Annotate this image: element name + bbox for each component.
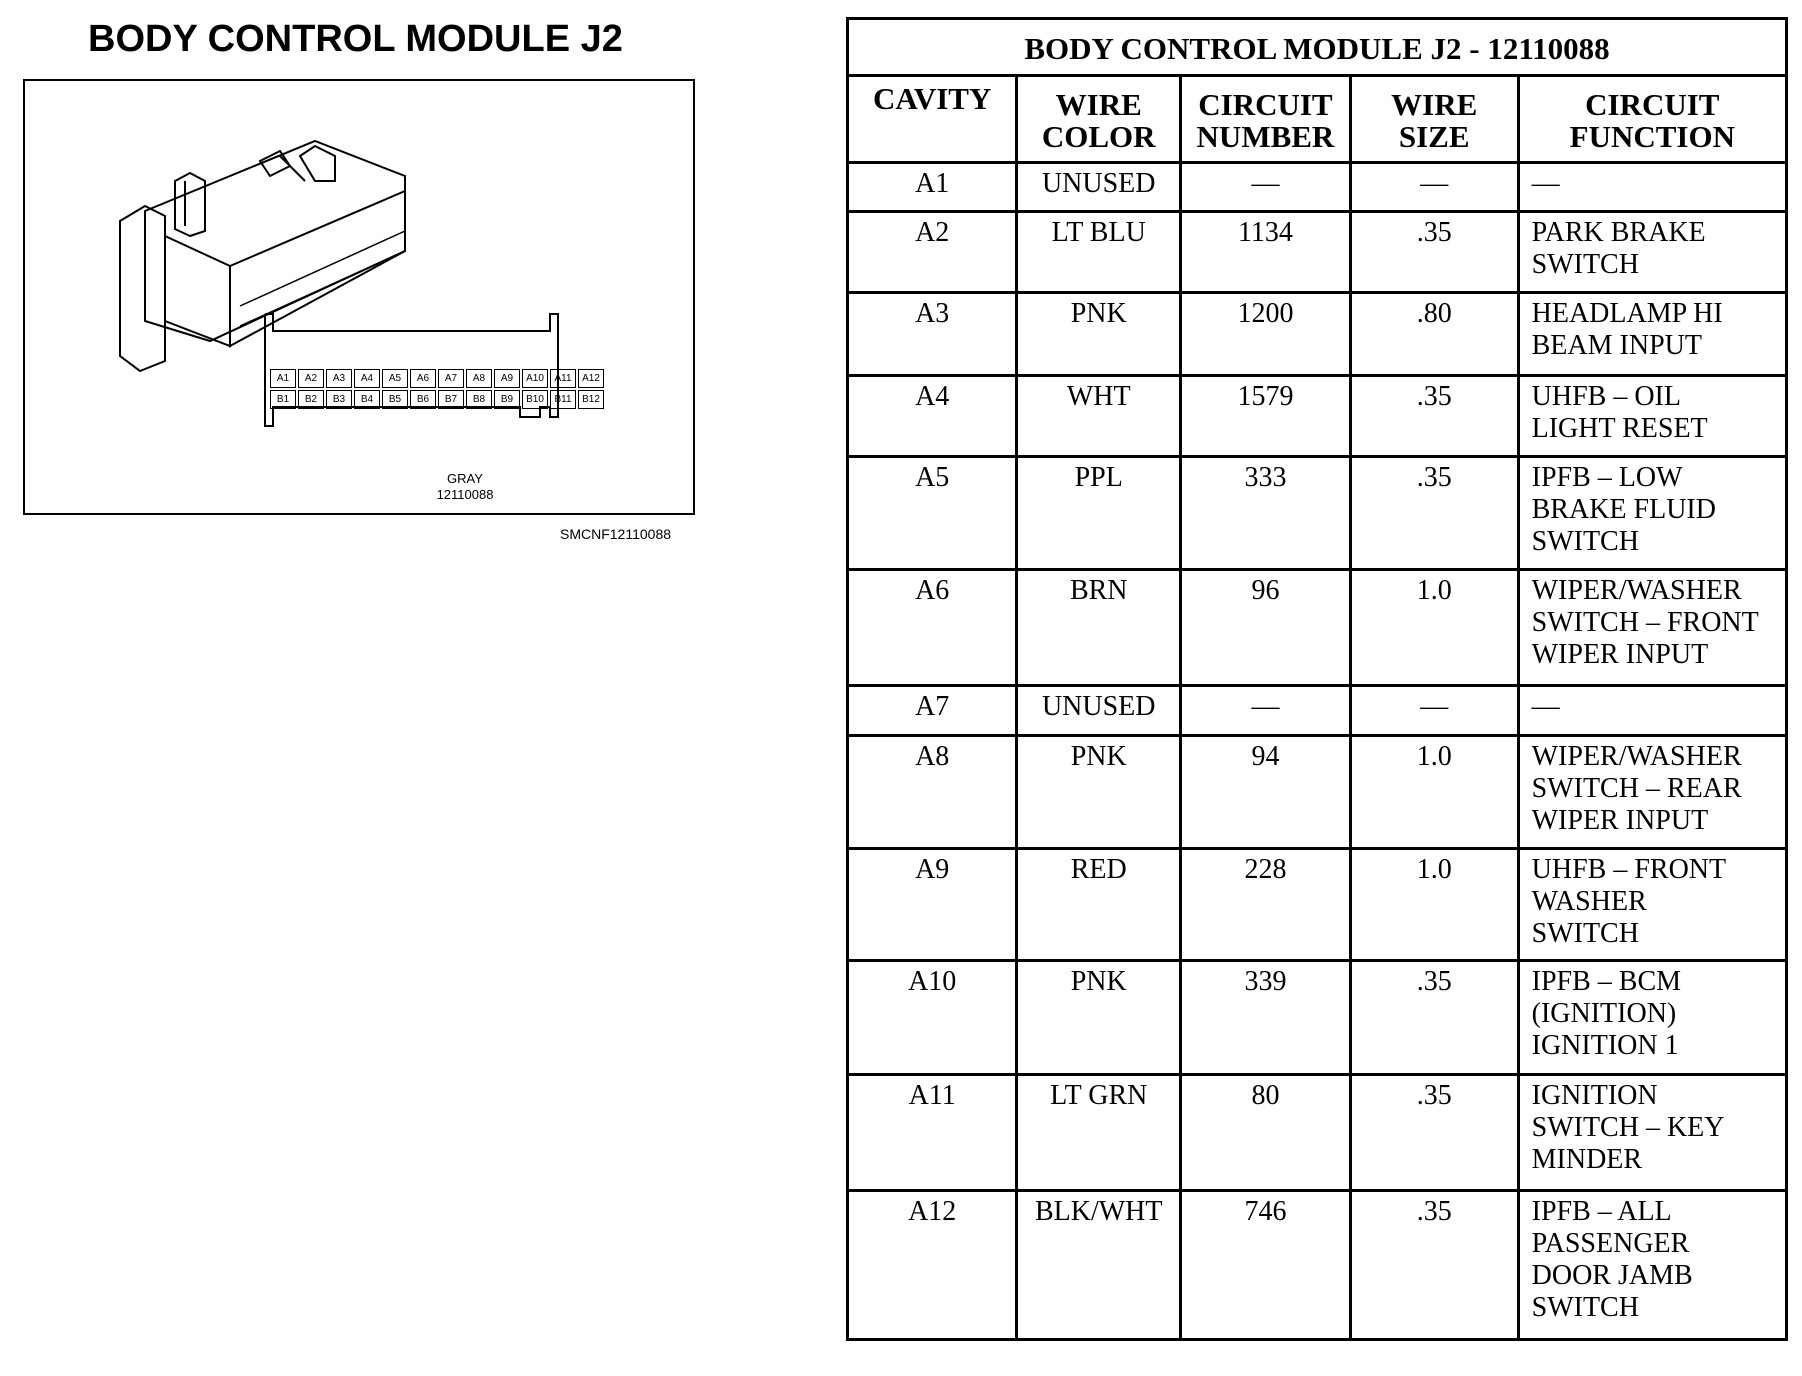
cell-wire-size: .35 — [1350, 961, 1518, 1075]
cell-wire-size: .35 — [1350, 1191, 1518, 1340]
pin-a2: A2 — [298, 369, 324, 388]
function-line: SWITCH — [1531, 918, 1639, 949]
function-line: SWITCH — [1531, 526, 1639, 557]
pin-a10: A10 — [522, 369, 548, 388]
function-line: LIGHT RESET — [1531, 413, 1708, 444]
cell-circuit-number: 339 — [1181, 961, 1351, 1075]
cell-wire-size: .35 — [1350, 1075, 1518, 1191]
table-header-row — [848, 76, 1787, 163]
cell-wire-size: .35 — [1350, 376, 1518, 457]
pin-b5: B5 — [382, 390, 408, 409]
cell-circuit-number: — — [1181, 163, 1351, 212]
cell-wire-color: UNUSED — [1017, 686, 1181, 736]
table-row — [848, 212, 1787, 293]
function-line: DOOR JAMB — [1531, 1260, 1693, 1291]
cell-wire-color: LT BLU — [1017, 212, 1181, 293]
function-line: IPFB – ALL — [1531, 1196, 1672, 1227]
function-line: — — [1531, 691, 1560, 722]
pin-a12: A12 — [578, 369, 604, 388]
connector-color: GRAY — [447, 471, 483, 486]
pin-a1: A1 — [270, 369, 296, 388]
header-line: CIRCUIT — [1585, 87, 1720, 122]
cell-circuit-function — [1518, 1075, 1786, 1191]
table-row — [848, 457, 1787, 570]
cell-circuit-function — [1518, 212, 1786, 293]
connector-label — [420, 471, 510, 503]
table-row — [848, 849, 1787, 961]
cell-wire-size: 1.0 — [1350, 849, 1518, 961]
pin-a5: A5 — [382, 369, 408, 388]
pin-b1: B1 — [270, 390, 296, 409]
table-row — [848, 736, 1787, 849]
cell-cavity: A3 — [848, 293, 1017, 376]
cell-circuit-number: 1134 — [1181, 212, 1351, 293]
cell-circuit-number: 746 — [1181, 1191, 1351, 1340]
function-line: PASSENGER — [1531, 1228, 1690, 1259]
cell-circuit-function — [1518, 457, 1786, 570]
header-line: SIZE — [1398, 119, 1470, 154]
cell-wire-color: BLK/WHT — [1017, 1191, 1181, 1340]
pin-grid — [270, 369, 604, 409]
function-line: — — [1531, 168, 1560, 199]
header-line: COLOR — [1041, 119, 1156, 154]
function-line: (IGNITION) — [1531, 998, 1677, 1029]
pin-b7: B7 — [438, 390, 464, 409]
header-wire-color — [1017, 76, 1181, 163]
function-line: SWITCH — [1531, 1292, 1639, 1323]
cell-wire-color: RED — [1017, 849, 1181, 961]
cell-wire-color: UNUSED — [1017, 163, 1181, 212]
pin-b12: B12 — [578, 390, 604, 409]
function-line: WASHER — [1531, 886, 1647, 917]
pin-a9: A9 — [494, 369, 520, 388]
cell-cavity: A10 — [848, 961, 1017, 1075]
cell-cavity: A2 — [848, 212, 1017, 293]
connector-part-number: 12110088 — [436, 487, 494, 502]
cell-circuit-function — [1518, 736, 1786, 849]
cell-wire-size: .35 — [1350, 212, 1518, 293]
table-row — [848, 570, 1787, 686]
pin-a11: A11 — [550, 369, 576, 388]
header-line: WIRE — [1391, 87, 1478, 122]
function-line: SWITCH – REAR — [1531, 773, 1742, 804]
cell-cavity: A7 — [848, 686, 1017, 736]
cell-wire-color: LT GRN — [1017, 1075, 1181, 1191]
header-line: NUMBER — [1196, 119, 1335, 154]
function-line: WIPER INPUT — [1531, 805, 1709, 836]
pin-b11: B11 — [550, 390, 576, 409]
function-line: SWITCH – FRONT — [1531, 607, 1759, 638]
pin-a8: A8 — [466, 369, 492, 388]
cell-wire-color: PNK — [1017, 961, 1181, 1075]
cell-circuit-number: 80 — [1181, 1075, 1351, 1191]
pinout-table — [846, 17, 1788, 1341]
cell-circuit-number: 1200 — [1181, 293, 1351, 376]
function-line: IPFB – LOW — [1531, 462, 1683, 493]
pin-a6: A6 — [410, 369, 436, 388]
function-line: WIPER INPUT — [1531, 639, 1709, 670]
cell-cavity: A5 — [848, 457, 1017, 570]
table-row — [848, 1075, 1787, 1191]
cell-cavity: A12 — [848, 1191, 1017, 1340]
cell-circuit-function — [1518, 163, 1786, 212]
connector-illustration — [25, 81, 693, 513]
function-line: IGNITION 1 — [1531, 1030, 1679, 1061]
pin-b4: B4 — [354, 390, 380, 409]
connector-diagram — [23, 79, 695, 515]
header-line: FUNCTION — [1569, 119, 1735, 154]
function-line: IPFB – BCM — [1531, 966, 1682, 997]
table-row — [848, 961, 1787, 1075]
pin-b8: B8 — [466, 390, 492, 409]
cell-wire-size: 1.0 — [1350, 736, 1518, 849]
cell-wire-size: 1.0 — [1350, 570, 1518, 686]
cell-circuit-function — [1518, 1191, 1786, 1340]
cell-circuit-number: 96 — [1181, 570, 1351, 686]
function-line: SWITCH – KEY — [1531, 1112, 1725, 1143]
function-line: BRAKE FLUID — [1531, 494, 1716, 525]
cell-cavity: A8 — [848, 736, 1017, 849]
cell-circuit-function — [1518, 686, 1786, 736]
function-line: UHFB – FRONT — [1531, 854, 1727, 885]
cell-circuit-number: 333 — [1181, 457, 1351, 570]
function-line: UHFB – OIL — [1531, 381, 1681, 412]
cell-circuit-number: 228 — [1181, 849, 1351, 961]
function-line: MINDER — [1531, 1144, 1643, 1175]
cell-wire-size: .35 — [1350, 457, 1518, 570]
cell-circuit-function — [1518, 570, 1786, 686]
header-circuit-function — [1518, 76, 1786, 163]
pin-b2: B2 — [298, 390, 324, 409]
cell-wire-color: PPL — [1017, 457, 1181, 570]
pin-a7: A7 — [438, 369, 464, 388]
function-line: WIPER/WASHER — [1531, 575, 1742, 606]
pin-b3: B3 — [326, 390, 352, 409]
pin-b9: B9 — [494, 390, 520, 409]
function-line: IGNITION — [1531, 1080, 1658, 1111]
function-line: HEADLAMP HI — [1531, 298, 1723, 329]
cell-circuit-number: — — [1181, 686, 1351, 736]
cell-wire-color: PNK — [1017, 293, 1181, 376]
function-line: SWITCH — [1531, 249, 1639, 280]
table-row — [848, 293, 1787, 376]
header-cavity: CAVITY — [848, 76, 1017, 163]
header-wire-size — [1350, 76, 1518, 163]
pin-a3: A3 — [326, 369, 352, 388]
header-circuit-number — [1181, 76, 1351, 163]
cell-wire-size: — — [1350, 686, 1518, 736]
cell-wire-color: WHT — [1017, 376, 1181, 457]
table-caption: BODY CONTROL MODULE J2 - 12110088 — [848, 19, 1787, 76]
figure-code: SMCNF12110088 — [560, 526, 672, 542]
table-row — [848, 686, 1787, 736]
header-line: WIRE — [1055, 87, 1142, 122]
diagram-title: BODY CONTROL MODULE J2 — [88, 18, 623, 60]
table-row — [848, 1191, 1787, 1340]
table-row — [848, 163, 1787, 212]
cell-wire-color: PNK — [1017, 736, 1181, 849]
pin-a4: A4 — [354, 369, 380, 388]
cell-circuit-number: 1579 — [1181, 376, 1351, 457]
cell-circuit-function — [1518, 961, 1786, 1075]
cell-circuit-function — [1518, 293, 1786, 376]
cell-circuit-function — [1518, 849, 1786, 961]
cell-cavity: A9 — [848, 849, 1017, 961]
table-row — [848, 376, 1787, 457]
cell-wire-size: .80 — [1350, 293, 1518, 376]
cell-circuit-function — [1518, 376, 1786, 457]
function-line: PARK BRAKE — [1531, 217, 1706, 248]
cell-wire-color: BRN — [1017, 570, 1181, 686]
cell-cavity: A1 — [848, 163, 1017, 212]
pin-b10: B10 — [522, 390, 548, 409]
cell-cavity: A11 — [848, 1075, 1017, 1191]
cell-wire-size: — — [1350, 163, 1518, 212]
pin-b6: B6 — [410, 390, 436, 409]
function-line: WIPER/WASHER — [1531, 741, 1742, 772]
header-line: CIRCUIT — [1198, 87, 1333, 122]
cell-cavity: A6 — [848, 570, 1017, 686]
cell-circuit-number: 94 — [1181, 736, 1351, 849]
function-line: BEAM INPUT — [1531, 330, 1702, 361]
cell-cavity: A4 — [848, 376, 1017, 457]
